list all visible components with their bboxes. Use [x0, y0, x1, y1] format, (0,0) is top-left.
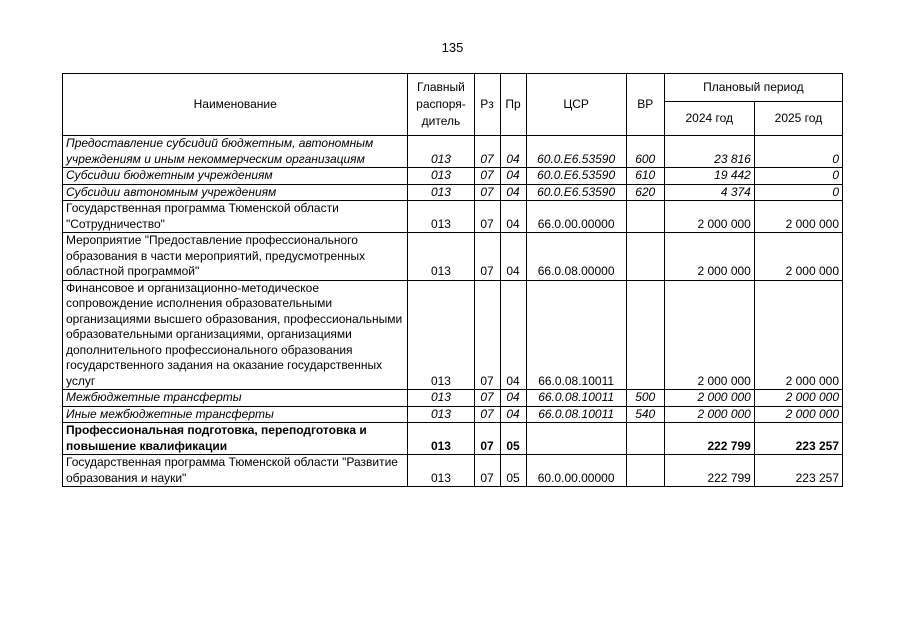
row-name: Государственная программа Тюменской области "Сотрудничество" [63, 201, 408, 233]
table-row [63, 455, 843, 487]
row-admin: 013 [408, 201, 474, 233]
row-rz: 07 [474, 136, 500, 168]
row-pr: 04 [500, 280, 526, 390]
row-admin: 013 [408, 168, 474, 185]
row-csr: 66.0.08.10011 [526, 280, 626, 390]
row-2025: 2 000 000 [754, 201, 842, 233]
row-rz: 07 [474, 455, 500, 487]
row-2024: 222 799 [664, 455, 754, 487]
header-csr: ЦСР [526, 74, 626, 136]
row-rz: 07 [474, 201, 500, 233]
row-2024: 2 000 000 [664, 233, 754, 281]
table-row [63, 233, 843, 281]
row-2024: 19 442 [664, 168, 754, 185]
header-2025: 2025 год [754, 102, 842, 136]
table-row [63, 136, 843, 168]
row-2025: 0 [754, 136, 842, 168]
row-pr: 04 [500, 136, 526, 168]
page-number: 135 [441, 40, 464, 55]
row-vr: 600 [626, 136, 664, 168]
row-2025: 0 [754, 184, 842, 201]
row-name: Субсидии автономным учреждениям [63, 184, 408, 201]
row-vr: 540 [626, 406, 664, 423]
row-2024: 2 000 000 [664, 390, 754, 407]
row-csr: 60.0.Е6.53590 [526, 168, 626, 185]
row-admin: 013 [408, 184, 474, 201]
row-2024: 2 000 000 [664, 201, 754, 233]
row-csr: 60.0.Е6.53590 [526, 184, 626, 201]
header-pr: Пр [500, 74, 526, 136]
row-2025: 2 000 000 [754, 390, 842, 407]
row-2025: 2 000 000 [754, 280, 842, 390]
table-row [63, 390, 843, 407]
header-admin: Главный распоря-дитель [408, 74, 474, 136]
row-2024: 2 000 000 [664, 406, 754, 423]
row-name: Субсидии бюджетным учреждениям [63, 168, 408, 185]
row-name: Финансовое и организационно-методическое сопровождение исполнения образовательными организациями высшего образования, профессиональными образовательными организациями, организациями дополнительного профессионального образования государственного задания на оказание государственных услуг [63, 280, 408, 390]
row-admin: 013 [408, 455, 474, 487]
row-2025: 223 257 [754, 455, 842, 487]
row-vr: 500 [626, 390, 664, 407]
table-row [63, 280, 843, 390]
row-name: Межбюджетные трансферты [63, 390, 408, 407]
row-admin: 013 [408, 390, 474, 407]
row-csr: 66.0.08.10011 [526, 406, 626, 423]
table-row [63, 406, 843, 423]
row-csr [526, 423, 626, 455]
header-name: Наименование [63, 74, 408, 136]
row-csr: 66.0.08.10011 [526, 390, 626, 407]
table-row [63, 423, 843, 455]
row-2025: 0 [754, 168, 842, 185]
row-admin: 013 [408, 280, 474, 390]
header-plan-period: Плановый период [664, 74, 842, 102]
table-row [63, 201, 843, 233]
row-rz: 07 [474, 406, 500, 423]
row-2024: 222 799 [664, 423, 754, 455]
row-rz: 07 [474, 168, 500, 185]
row-csr: 60.0.00.00000 [526, 455, 626, 487]
row-vr [626, 280, 664, 390]
row-rz: 07 [474, 280, 500, 390]
row-pr: 04 [500, 184, 526, 201]
row-2025: 223 257 [754, 423, 842, 455]
row-pr: 04 [500, 406, 526, 423]
row-csr: 60.0.Е6.53590 [526, 136, 626, 168]
row-csr: 66.0.08.00000 [526, 233, 626, 281]
budget-table [62, 73, 843, 487]
row-pr: 05 [500, 455, 526, 487]
row-rz: 07 [474, 184, 500, 201]
table-row [63, 184, 843, 201]
row-vr [626, 201, 664, 233]
row-pr: 05 [500, 423, 526, 455]
row-name: Мероприятие "Предоставление профессионального образования в части мероприятий, предусмотренных областной программой" [63, 233, 408, 281]
row-2025: 2 000 000 [754, 233, 842, 281]
row-vr [626, 423, 664, 455]
row-csr: 66.0.00.00000 [526, 201, 626, 233]
row-vr [626, 455, 664, 487]
row-2024: 4 374 [664, 184, 754, 201]
header-vr: ВР [626, 74, 664, 136]
row-rz: 07 [474, 423, 500, 455]
row-pr: 04 [500, 390, 526, 407]
row-vr: 620 [626, 184, 664, 201]
row-2024: 2 000 000 [664, 280, 754, 390]
row-pr: 04 [500, 201, 526, 233]
row-name: Профессиональная подготовка, переподготовка и повышение квалификации [63, 423, 408, 455]
row-name: Иные межбюджетные трансферты [63, 406, 408, 423]
row-2025: 2 000 000 [754, 406, 842, 423]
row-admin: 013 [408, 136, 474, 168]
table-row [63, 168, 843, 185]
row-name: Предоставление субсидий бюджетным, автономным учреждениям и иным некоммерческим организациям [63, 136, 408, 168]
row-rz: 07 [474, 390, 500, 407]
header-rz: Рз [474, 74, 500, 136]
header-2024: 2024 год [664, 102, 754, 136]
row-admin: 013 [408, 406, 474, 423]
row-vr [626, 233, 664, 281]
row-pr: 04 [500, 233, 526, 281]
row-admin: 013 [408, 423, 474, 455]
row-vr: 610 [626, 168, 664, 185]
row-admin: 013 [408, 233, 474, 281]
row-name: Государственная программа Тюменской области "Развитие образования и науки" [63, 455, 408, 487]
row-rz: 07 [474, 233, 500, 281]
row-pr: 04 [500, 168, 526, 185]
row-2024: 23 816 [664, 136, 754, 168]
